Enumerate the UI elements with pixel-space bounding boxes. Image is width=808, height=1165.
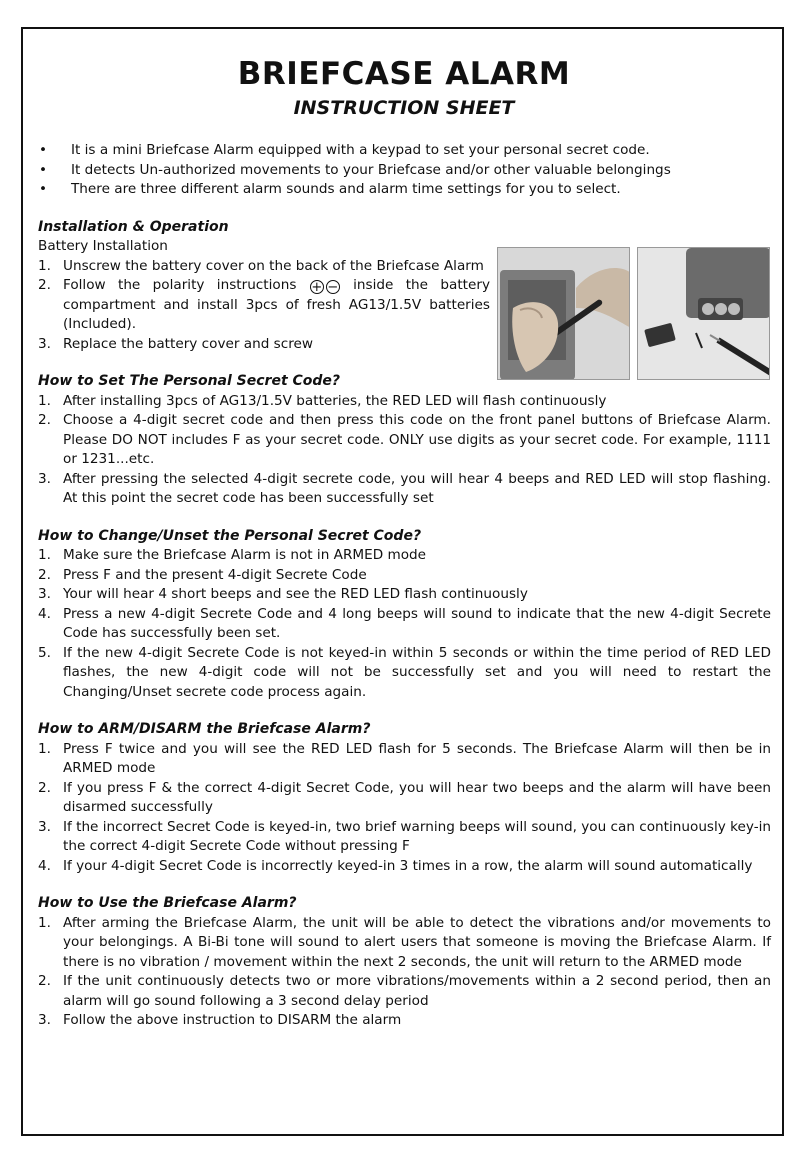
- section-heading: How to Set The Personal Secret Code?: [38, 373, 341, 389]
- list-item: 2. Press F and the present 4-digit Secrete Code: [38, 566, 367, 583]
- list-item: 3. Replace the battery cover and screw: [38, 335, 313, 352]
- section-heading: How to Use the Briefcase Alarm?: [38, 895, 297, 911]
- document-subtitle: INSTRUCTION SHEET: [293, 97, 515, 119]
- list-item: 2. Follow the polarity instructions + − inside the battery compartment and install 3pcs of fresh AG13/1.5V batteries (Included).: [38, 277, 490, 332]
- section-heading: How to ARM/DISARM the Briefcase Alarm?: [38, 721, 371, 737]
- document-body: [38, 141, 771, 1031]
- list-item: 1. Press F twice and you will see the RED LED flash for 5 seconds. The Briefcase Alarm will then be in ARMED mode: [38, 740, 771, 776]
- list-item: 3. If the incorrect Secret Code is keyed-in, two brief warning beeps will sound, you can continuously key-in the correct 4-digit Secrete Code without pressing F: [38, 818, 772, 854]
- section-subheading: Battery Installation: [38, 238, 168, 254]
- document-title: BRIEFCASE ALARM: [237, 56, 571, 92]
- intro-bullets: [38, 141, 771, 200]
- list-item: 1. After installing 3pcs of AG13/1.5V batteries, the RED LED will flash continuously: [38, 392, 607, 409]
- section-heading: How to Change/Unset the Personal Secret Code?: [38, 527, 422, 544]
- list-item: 1. Unscrew the battery cover on the back of the Briefcase Alarm: [38, 257, 484, 274]
- installation-steps: [38, 257, 490, 355]
- list-item: 4. If your 4-digit Secret Code is incorrectly keyed-in 3 times in a row, the alarm will sound automatically: [38, 857, 753, 874]
- list-item: 1. Make sure the Briefcase Alarm is not in ARMED mode: [38, 547, 427, 563]
- list-item: • It is a mini Briefcase Alarm equipped with a keypad to set your personal secret code.: [38, 141, 771, 161]
- section-use-alarm: [38, 894, 771, 1031]
- list-item: • It detects Un-authorized movements to your Briefcase and/or other valuable belongings: [38, 161, 771, 181]
- set-code-steps: [38, 392, 771, 509]
- section-change-code: [38, 527, 771, 703]
- list-item: 2. Choose a 4-digit secret code and then press this code on the front panel buttons of Briefcase Alarm. Please DO NOT includes F as your secret code. ONLY use digits as your secret code. For example, 1111 or 1231...etc.: [38, 412, 771, 467]
- section-arm-disarm: [38, 720, 771, 876]
- arm-disarm-steps: [38, 740, 771, 877]
- list-item: 5. If the new 4-digit Secrete Code is not keyed-in within 5 seconds or within the time period of RED LED flashes, the new 4-digit code will not be successfully set and you will need to restart the Changing/Unset secrete code process again.: [38, 644, 771, 700]
- section-heading: Installation & Operation: [38, 218, 229, 235]
- minus-polarity-icon: −: [327, 280, 339, 295]
- list-item: 4. Press a new 4-digit Secrete Code and 4 long beeps will sound to indicate that the new 4-digit Secrete Code has successfully been set.: [38, 605, 771, 641]
- list-item: 2. If the unit continuously detects two or more vibrations/movements within a 2 second period, then an alarm will go sound following a 3 second delay period: [38, 973, 771, 1009]
- section-set-code: [38, 372, 771, 509]
- section-installation: [38, 218, 771, 355]
- plus-polarity-icon: +: [311, 280, 323, 295]
- list-item: • There are three different alarm sounds and alarm time settings for you to select.: [38, 180, 771, 200]
- list-item: 2. If you press F & the correct 4-digit Secret Code, you will hear two beeps and the alarm will have been disarmed successfully: [38, 779, 771, 815]
- list-item: 3. After pressing the selected 4-digit secrete code, you will hear 4 beeps and RED LED will stop flashing. At this point the secret code has been successfully set: [38, 470, 771, 506]
- list-item: 1. After arming the Briefcase Alarm, the unit will be able to detect the vibrations and/or movements to your belongings. A Bi-Bi tone will sound to alert users that someone is moving the Briefcase Alarm. If there is no vibration / movement within the next 2 seconds, the unit will return to the ARMED mode: [38, 914, 771, 970]
- use-alarm-steps: [38, 914, 771, 1031]
- list-item: 3. Follow the above instruction to DISARM the alarm: [38, 1012, 402, 1028]
- list-item: 3. Your will hear 4 short beeps and see the RED LED flash continuously: [38, 586, 528, 602]
- change-code-steps: [38, 546, 771, 702]
